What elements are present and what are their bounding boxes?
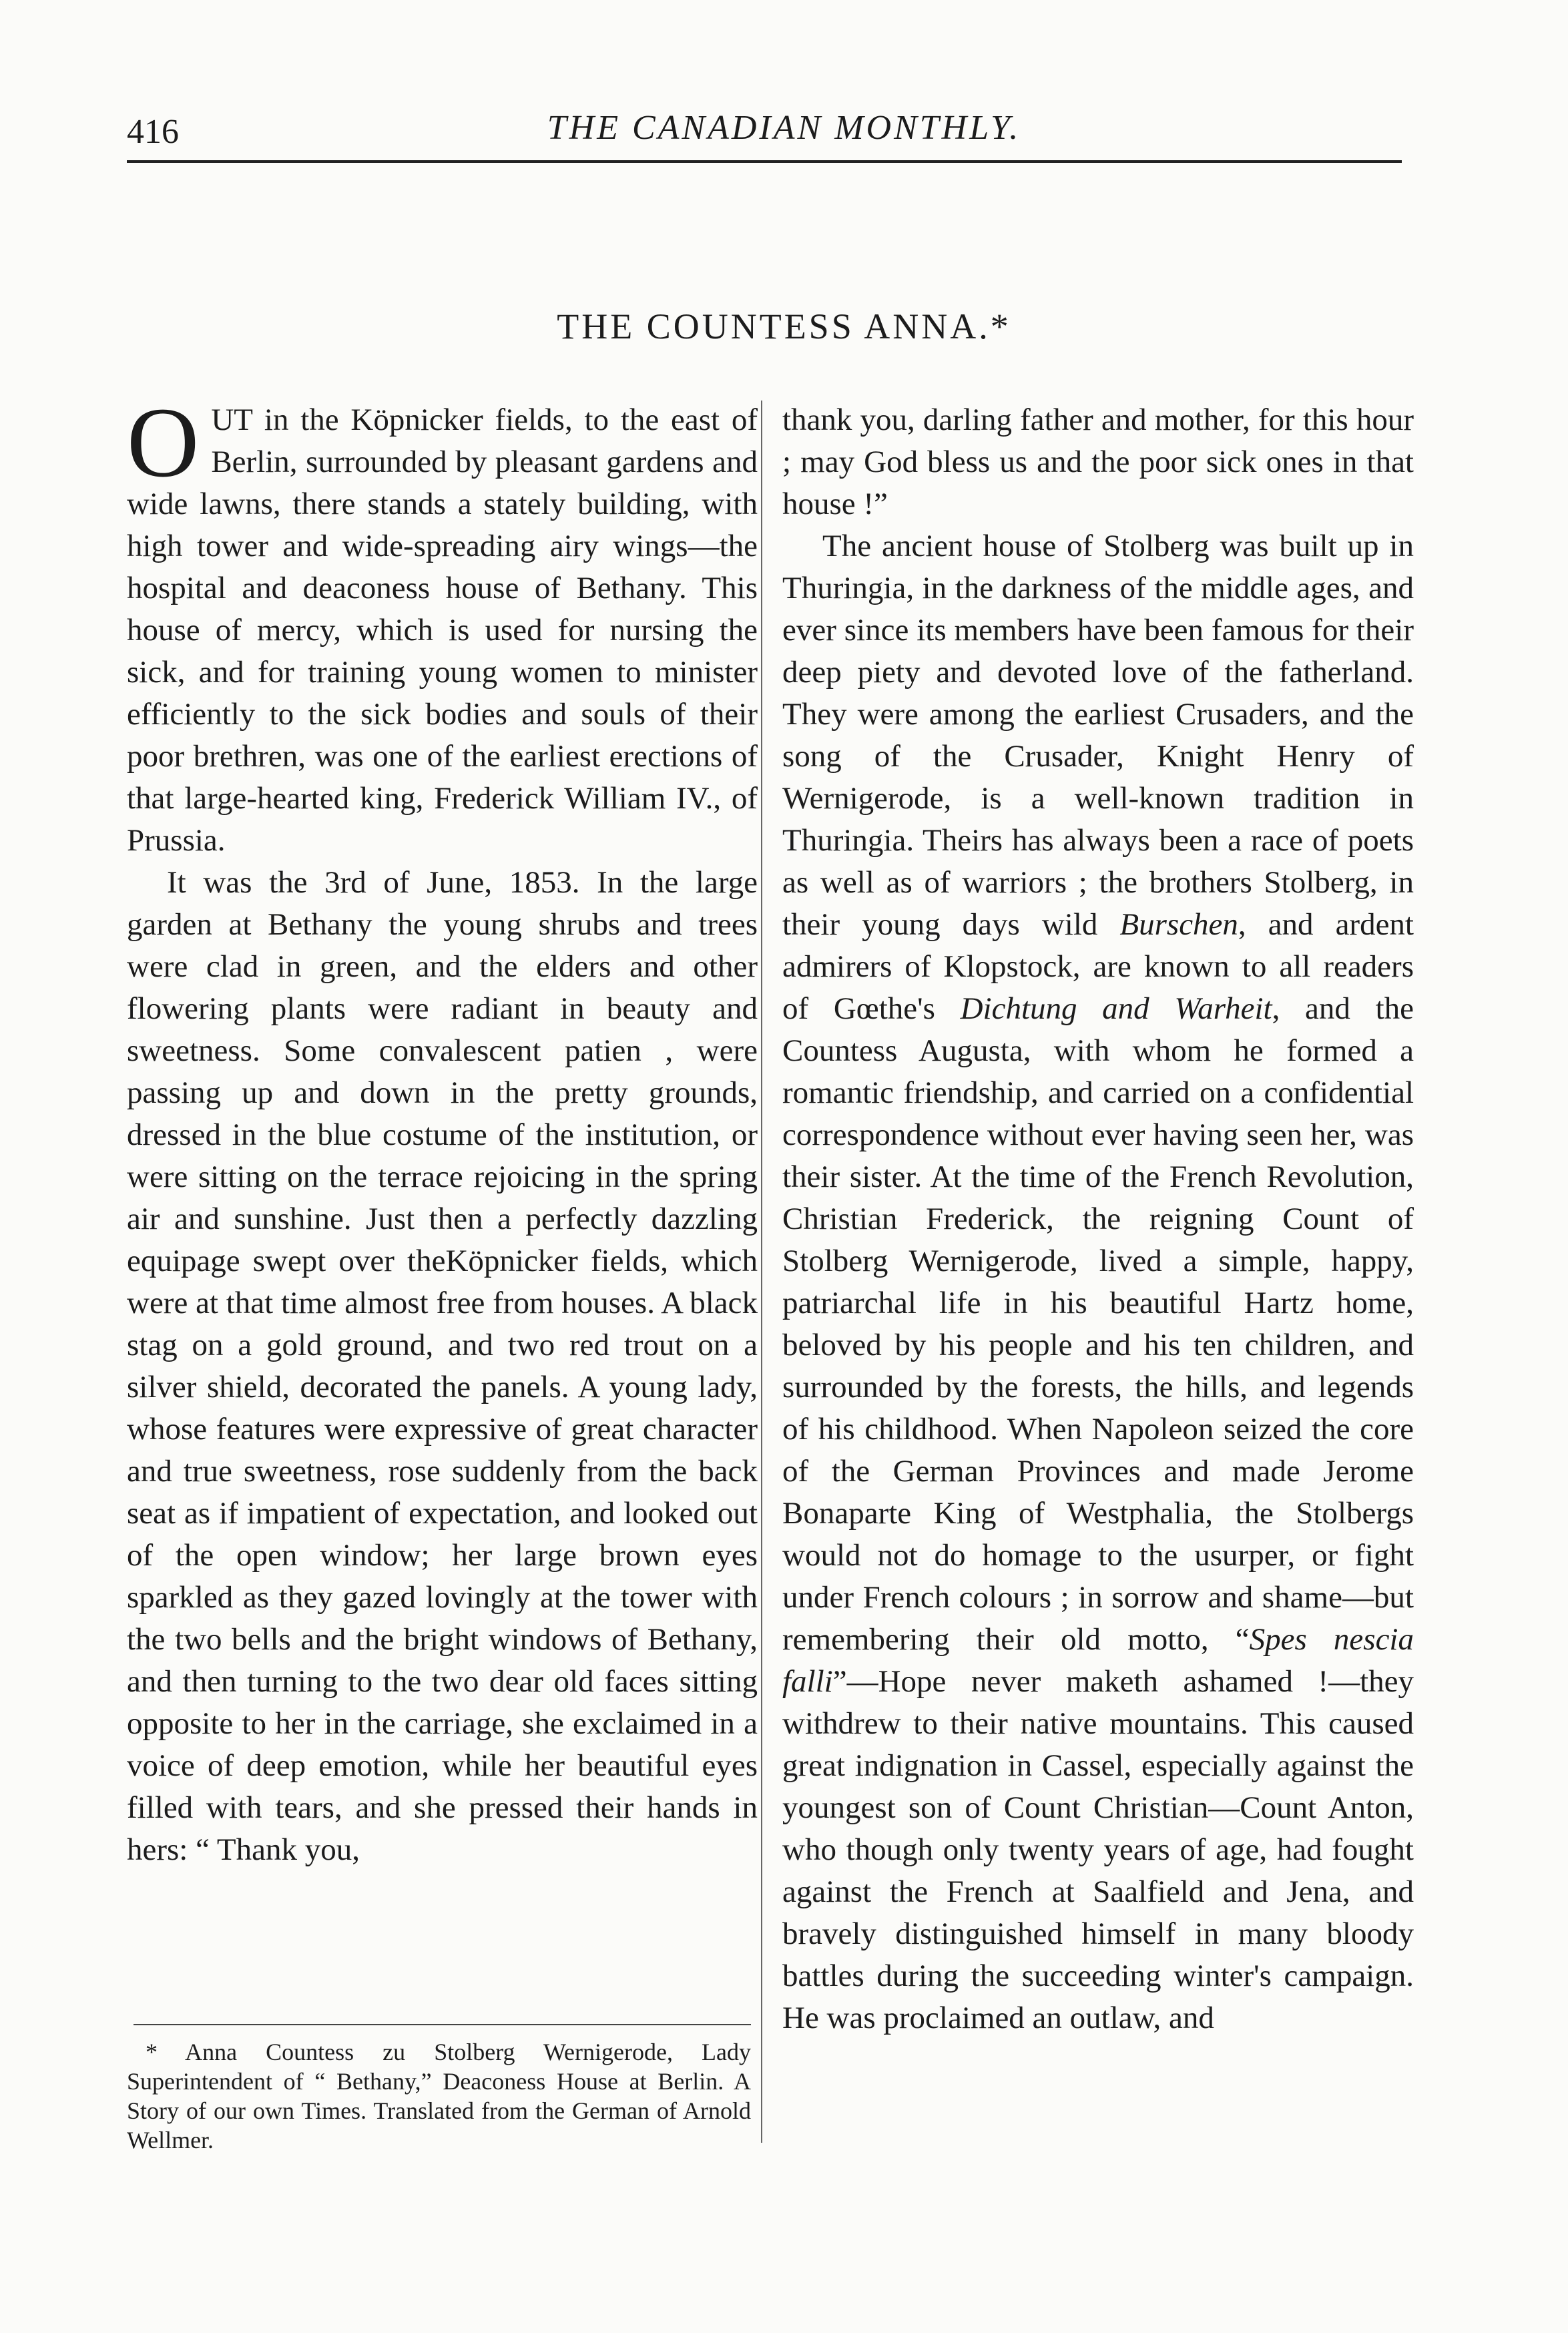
article-title: THE COUNTESS ANNA.* xyxy=(557,306,1011,346)
right-column xyxy=(782,399,1414,2039)
text-segment: The ancient house of Stolberg was built up in Thuringia, in the darkness of the middle ages, and ever since its members have been famous for their deep piety and devoted love of the fatherland. They were among the earliest Crusaders, and the song of the Crusader, Knight Henry of Wernigerode, is a well-known tradition in Thuringia. Theirs has always been a race of poets as well as of warriors ; the brothers Stolberg, in their young days wild xyxy=(782,529,1414,942)
paragraph-2: It was the 3rd of June, 1853. In the large garden at Bethany the young shrubs and trees were clad in green, and the elders and other flowering plants were radiant in beauty and sweetness. Some convalescent patien , were passing up and down in the pretty grounds, dressed in the blue costume of the institution, or were sitting on the terrace rejoicing in the spring air and sunshine. Just then a perfectly dazzling equipage swept over theKöpnicker fields, which were at that time almost free from houses. A black stag on a gold ground, and two red trout on a silver shield, decorated the panels. A young lady, whose features were expressive of great character and true sweetness, rose suddenly from the back seat as if impatient of expectation, and looked out of the open window; her large brown eyes sparkled as they gazed lovingly at the tower with the two bells and the bright windows of Bethany, and then turning to the two dear old faces sitting opposite to her in the carriage, she exclaimed in a voice of deep emotion, while her beautiful eyes filled with tears, and she pressed their hands in hers: “ Thank you, xyxy=(127,865,758,1867)
left-column xyxy=(127,387,758,1871)
text-segment: ”—Hope never maketh ashamed !—they withdrew to their native mountains. This caused great indignation in Cassel, especially against the youngest son of Count Christian—Count Anton, who though only twenty years of age, had fought against the French at Saalfield and Jena, and bravely distinguished himself in many bloody battles during the succeeding winter's campaign. He was proclaimed an outlaw, and xyxy=(782,1664,1414,2035)
paragraph-continued: thank you, darling father and mother, for this hour ; may God bless us and the poor sick ones in that house !” xyxy=(782,403,1414,521)
paragraph-1-text: UT in the Köpnicker fields, to the east of Berlin, surrounded by pleasant gardens and wide lawns, there stands a stately building, with high tower and wide-spreading airy wings—the hospital and deaconess house of Bethany. This house of mercy, which is used for nursing the sick, and for training young women to minister efficiently to the sick bodies and souls of their poor brethren, was one of the earliest erections of that large-hearted king, Frederick William IV., of Prussia. xyxy=(127,403,758,858)
italic-term: Burschen xyxy=(1119,907,1238,942)
paragraph-1 xyxy=(127,387,758,862)
text-segment: , and the Countess Augusta, with whom he formed a romantic friendship, and carried on a confidential correspondence without ever having seen her, was their sister. At the time of the French Revolution, Christian Frederick, the reigning Count of Stolberg Wernigerode, lived a simple, happy, patriarchal life in his beautiful Hartz home, beloved by his people and his ten children, and surrounded by the forests, the hills, and legends of his childhood. When Napoleon seized the core of the German Provinces and made Jerome Bonaparte King of Westphalia, the Stolbergs would not do homage to the usurper, or fight under French colours ; in sorrow and shame—but remembering their old motto, “ xyxy=(782,991,1414,1657)
text-segment: , and ardent admirers of Klopstock, are known to all readers of Gœthe's xyxy=(782,907,1414,1026)
italic-title: Dichtung and Warheit xyxy=(960,991,1272,1026)
header-rule xyxy=(127,160,1402,163)
page-number: 416 xyxy=(127,113,179,151)
footnote-rule xyxy=(134,2024,751,2025)
italic-motto: Spes nescia falli xyxy=(782,1622,1414,1699)
drop-cap: O xyxy=(127,387,200,498)
footnote: * Anna Countess zu Stolberg Wernigerode, Lady Superintendent of “ Bethany,” Deaconess House at Berlin. A Story of our own Times. Translated from the German of Arnold Wellmer. xyxy=(127,2039,751,2153)
running-title: THE CANADIAN MONTHLY. xyxy=(547,109,1021,147)
paragraph-stolberg xyxy=(782,525,1414,2039)
column-divider xyxy=(761,401,762,2143)
